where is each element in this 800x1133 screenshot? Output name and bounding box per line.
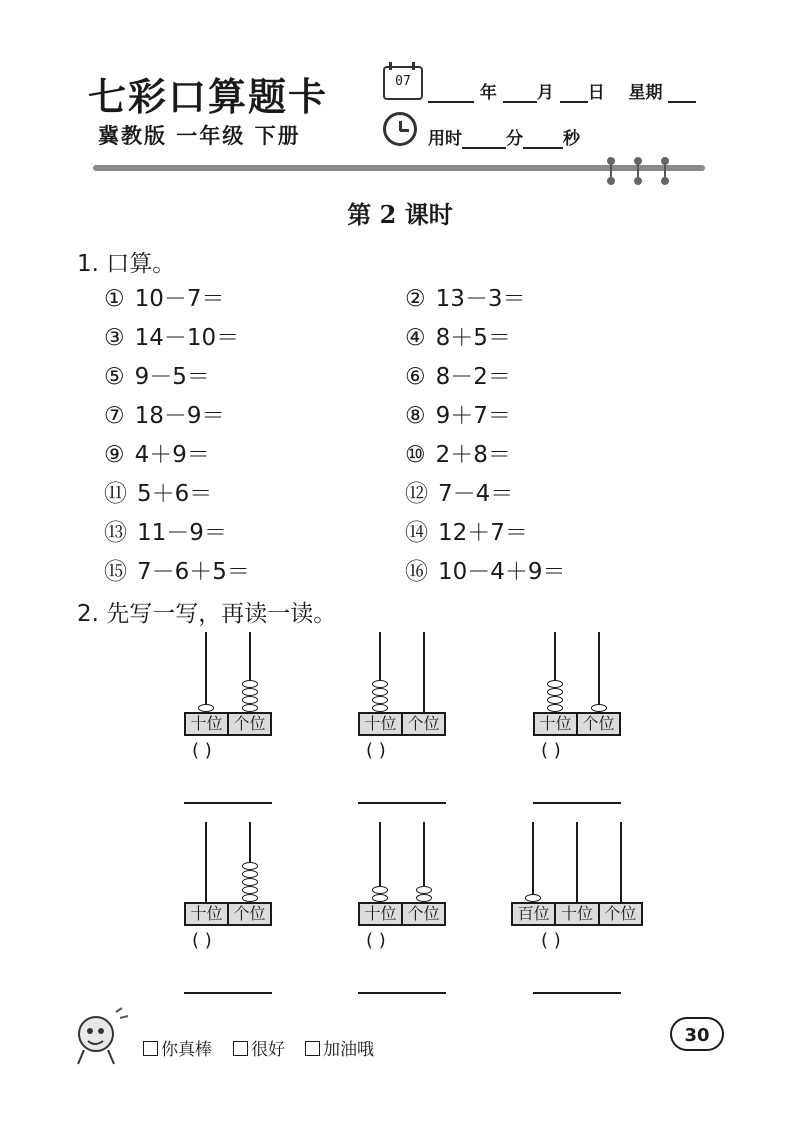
- problem-number: ⑥: [405, 364, 426, 390]
- rating-keep-going[interactable]: 加油哦: [305, 1035, 374, 1060]
- section1-title: 1. 口算。: [77, 251, 176, 277]
- abacus-bead: [242, 704, 258, 712]
- problem-number: ⑭: [405, 520, 428, 546]
- abacus: [511, 822, 643, 1012]
- number-answer-blank[interactable]: ( ): [192, 930, 212, 951]
- reading-answer-line[interactable]: [358, 992, 446, 994]
- place-value-label: 个位: [407, 904, 440, 923]
- abacus: [358, 632, 446, 822]
- problem-item: [405, 436, 511, 469]
- problem-item: [405, 475, 513, 508]
- abacus-bead: [198, 704, 214, 712]
- problem-expression: 10－4＋9＝: [438, 559, 566, 585]
- abacus-rod: [576, 822, 578, 902]
- problem-expression: 4＋9＝: [134, 442, 210, 468]
- abacus-bead: [416, 894, 432, 902]
- calendar-icon: 07: [383, 66, 423, 100]
- place-value-label: 个位: [233, 904, 266, 923]
- abacus-bead: [242, 680, 258, 688]
- place-value-labels: [511, 902, 643, 926]
- time-fields: 用时 分 秒: [428, 129, 580, 149]
- place-value-label: 个位: [407, 714, 440, 733]
- problem-item: [405, 319, 511, 352]
- abacus-bead: [242, 688, 258, 696]
- problem-number: ②: [405, 286, 426, 312]
- year-blank[interactable]: [428, 85, 474, 103]
- abacus: [358, 822, 446, 1012]
- edition-label: 冀教版 一年级 下册: [98, 124, 301, 148]
- place-value-label: 十位: [360, 714, 403, 734]
- place-value-label: 个位: [604, 904, 637, 923]
- abacus-bead: [242, 696, 258, 704]
- section2-title: 2. 先写一写，再读一读。: [77, 601, 337, 627]
- abacus-bead: [547, 688, 563, 696]
- lesson-title: 第 2 课时: [347, 200, 453, 229]
- place-value-labels: [533, 712, 621, 736]
- abacus-bead: [242, 862, 258, 870]
- mascot-icon: [68, 1004, 132, 1068]
- abacus-rod: [205, 632, 207, 712]
- problem-item: [405, 514, 528, 547]
- header-divider: [93, 165, 705, 171]
- problem-expression: 18－9＝: [134, 403, 225, 429]
- problem-expression: 13－3＝: [435, 286, 526, 312]
- place-value-label: 十位: [186, 904, 229, 924]
- second-blank[interactable]: [523, 131, 563, 149]
- problem-item: [104, 358, 210, 391]
- place-value-labels: [358, 712, 446, 736]
- place-value-label: 个位: [582, 714, 615, 733]
- day-blank[interactable]: [560, 85, 588, 103]
- problem-item: [104, 319, 239, 352]
- problem-number: ⑮: [104, 559, 127, 585]
- weekday-blank[interactable]: [668, 85, 696, 103]
- problem-number: ⑫: [405, 481, 428, 507]
- abacus-bead: [242, 886, 258, 894]
- abacus-rod: [423, 632, 425, 712]
- abacus-bead: [591, 704, 607, 712]
- place-value-label: 百位: [513, 904, 556, 924]
- number-answer-blank[interactable]: ( ): [541, 930, 561, 951]
- abacus: [533, 632, 621, 822]
- divider-pin-icon: [664, 160, 666, 182]
- problem-number: ⑪: [104, 481, 127, 507]
- checkbox-icon: [305, 1041, 320, 1056]
- place-value-labels: [358, 902, 446, 926]
- problem-expression: 5＋6＝: [137, 481, 213, 507]
- abacus-bead: [547, 704, 563, 712]
- problem-expression: 2＋8＝: [435, 442, 511, 468]
- page-number: 30: [670, 1017, 724, 1051]
- reading-answer-line[interactable]: [184, 802, 272, 804]
- reading-answer-line[interactable]: [358, 802, 446, 804]
- abacus-rod: [620, 822, 622, 902]
- problem-item: [104, 553, 250, 586]
- abacus-bead: [242, 878, 258, 886]
- abacus-bead: [242, 870, 258, 878]
- problem-number: ⑧: [405, 403, 426, 429]
- problem-expression: 9－5＝: [134, 364, 210, 390]
- problem-number: ⑯: [405, 559, 428, 585]
- number-answer-blank[interactable]: ( ): [192, 740, 212, 761]
- abacus-rod: [598, 632, 600, 712]
- number-answer-blank[interactable]: ( ): [366, 930, 386, 951]
- clock-icon: [383, 112, 417, 146]
- checkbox-icon: [143, 1041, 158, 1056]
- number-answer-blank[interactable]: ( ): [366, 740, 386, 761]
- place-value-label: 十位: [360, 904, 403, 924]
- abacus-bead: [372, 704, 388, 712]
- number-answer-blank[interactable]: ( ): [541, 740, 561, 761]
- checkbox-icon: [233, 1041, 248, 1056]
- problem-item: [405, 553, 566, 586]
- problem-number: ③: [104, 325, 125, 351]
- date-fields: 年 月 日 星期: [428, 78, 696, 103]
- problem-expression: 8－2＝: [435, 364, 511, 390]
- abacus-bead: [547, 680, 563, 688]
- minute-blank[interactable]: [462, 131, 506, 149]
- rating-good[interactable]: 很好: [233, 1035, 285, 1060]
- problem-number: ⑦: [104, 403, 125, 429]
- abacus-bead: [242, 894, 258, 902]
- abacus-bead: [372, 696, 388, 704]
- problem-item: [104, 436, 210, 469]
- problem-item: [405, 280, 526, 313]
- problem-expression: 10－7＝: [134, 286, 225, 312]
- reading-answer-line[interactable]: [533, 802, 621, 804]
- problem-expression: 7－4＝: [438, 481, 514, 507]
- problem-number: ⑨: [104, 442, 125, 468]
- abacus-rod: [532, 822, 534, 902]
- problem-item: [405, 397, 511, 430]
- abacus: [184, 632, 272, 822]
- problem-item: [104, 475, 212, 508]
- abacus-bead: [372, 894, 388, 902]
- reading-answer-line[interactable]: [184, 992, 272, 994]
- reading-answer-line[interactable]: [533, 992, 621, 994]
- abacus-rod: [205, 822, 207, 902]
- brand-title: 七彩口算题卡: [88, 74, 329, 119]
- problem-number: ④: [405, 325, 426, 351]
- place-value-label: 十位: [556, 904, 599, 924]
- problem-number: ⑬: [104, 520, 127, 546]
- place-value-label: 十位: [535, 714, 578, 734]
- abacus-bead: [372, 680, 388, 688]
- abacus-bead: [416, 886, 432, 894]
- abacus-bead: [547, 696, 563, 704]
- problem-expression: 9＋7＝: [435, 403, 511, 429]
- place-value-labels: [184, 902, 272, 926]
- problem-item: [405, 358, 511, 391]
- problem-item: [104, 280, 225, 313]
- divider-pin-icon: [637, 160, 639, 182]
- problem-expression: 8＋5＝: [435, 325, 511, 351]
- problem-number: ①: [104, 286, 125, 312]
- divider-pin-icon: [610, 160, 612, 182]
- abacus-bead: [372, 688, 388, 696]
- abacus: [184, 822, 272, 1012]
- problem-expression: 14－10＝: [134, 325, 240, 351]
- problem-item: [104, 397, 225, 430]
- problem-item: [104, 514, 227, 547]
- problem-number: ⑩: [405, 442, 426, 468]
- month-blank[interactable]: [503, 85, 537, 103]
- abacus-bead: [525, 894, 541, 902]
- problem-expression: 12＋7＝: [438, 520, 528, 546]
- place-value-label: 个位: [233, 714, 266, 733]
- problem-number: ⑤: [104, 364, 125, 390]
- problem-expression: 7－6＋5＝: [137, 559, 250, 585]
- abacus-bead: [372, 886, 388, 894]
- rating-great[interactable]: 你真棒: [143, 1035, 212, 1060]
- place-value-label: 十位: [186, 714, 229, 734]
- problem-expression: 11－9＝: [137, 520, 227, 546]
- place-value-labels: [184, 712, 272, 736]
